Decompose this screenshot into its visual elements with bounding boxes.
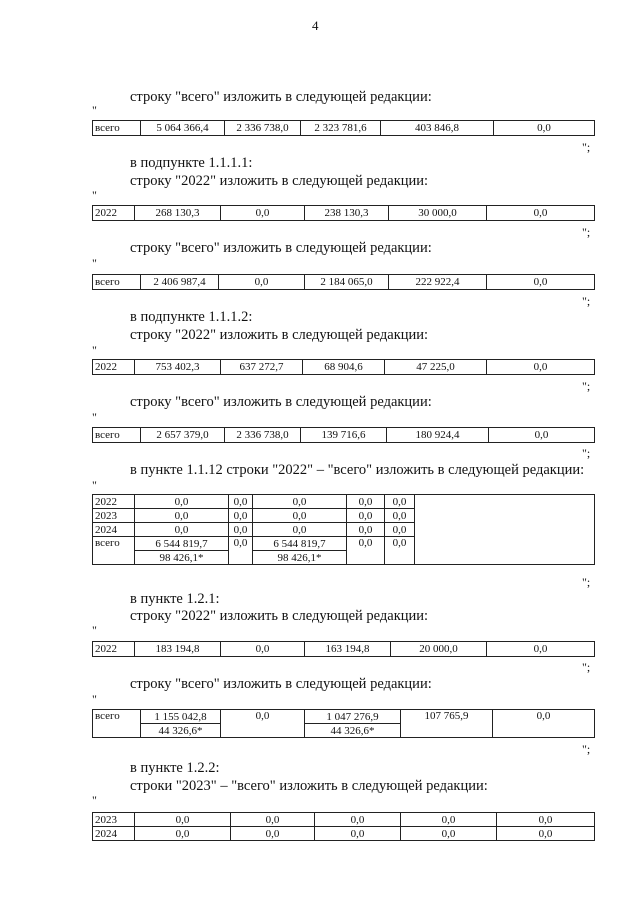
cell: 2 657 379,0 xyxy=(141,428,225,443)
cell: 163 194,8 xyxy=(305,642,391,657)
cell: 47 225,0 xyxy=(385,360,487,375)
cell: всего xyxy=(93,121,141,136)
open-quote: " xyxy=(92,343,97,357)
table-s5 xyxy=(92,427,595,443)
section-intro: в пункте 1.2.2: xyxy=(130,760,220,776)
table-row xyxy=(93,360,595,375)
table-row xyxy=(93,642,595,657)
cell: 2022 xyxy=(93,495,135,509)
cell: 0,0 xyxy=(229,495,253,509)
open-quote: " xyxy=(92,623,97,637)
cell: 0,0 xyxy=(494,121,595,136)
section-intro: строку "2022" изложить в следующей редакции: xyxy=(130,327,429,343)
cell: 0,0 xyxy=(487,360,595,375)
cell: 0,0 xyxy=(487,275,595,290)
cell xyxy=(415,495,595,565)
section-intro: в пункте 1.1.12 строки "2022" – "всего" изложить в следующей редакции: xyxy=(130,462,585,478)
close-quote: "; xyxy=(582,742,591,756)
cell: 0,0 xyxy=(487,642,595,657)
cell: 0,0 xyxy=(253,509,347,523)
cell: 0,0 xyxy=(135,827,231,841)
cell: 1 155 042,8 xyxy=(141,710,221,724)
table-s8 xyxy=(92,709,595,738)
table-row xyxy=(93,827,595,841)
table-s9 xyxy=(92,812,595,841)
cell: 0,0 xyxy=(385,495,415,509)
cell: всего xyxy=(93,710,141,738)
cell: 0,0 xyxy=(229,537,253,565)
cell: 2022 xyxy=(93,642,135,657)
open-quote: " xyxy=(92,793,97,807)
cell: 0,0 xyxy=(401,813,497,827)
cell: 0,0 xyxy=(135,495,229,509)
table-s4 xyxy=(92,359,595,375)
table-row xyxy=(93,275,595,290)
cell: 0,0 xyxy=(497,813,595,827)
open-quote: " xyxy=(92,410,97,424)
cell: 0,0 xyxy=(231,827,315,841)
cell: всего xyxy=(93,275,141,290)
open-quote: " xyxy=(92,692,97,706)
cell: 180 924,4 xyxy=(387,428,489,443)
cell: 98 426,1* xyxy=(253,551,347,565)
cell: 0,0 xyxy=(401,827,497,841)
cell: 0,0 xyxy=(347,509,385,523)
cell: 1 047 276,9 xyxy=(305,710,401,724)
cell: 0,0 xyxy=(489,428,595,443)
cell: 637 272,7 xyxy=(221,360,303,375)
cell: всего xyxy=(93,537,135,565)
cell: 0,0 xyxy=(385,537,415,565)
table-row xyxy=(93,710,595,724)
section-intro: строку "всего" изложить в следующей редакции: xyxy=(130,394,432,410)
cell: 20 000,0 xyxy=(391,642,487,657)
cell: 2 336 738,0 xyxy=(225,121,301,136)
cell: 0,0 xyxy=(493,710,595,738)
cell: 0,0 xyxy=(221,206,305,221)
cell: 0,0 xyxy=(347,523,385,537)
table-row xyxy=(93,428,595,443)
cell: 268 130,3 xyxy=(135,206,221,221)
cell: 0,0 xyxy=(347,537,385,565)
cell: 44 326,6* xyxy=(141,724,221,738)
close-quote: "; xyxy=(582,446,591,460)
cell: 2 406 987,4 xyxy=(141,275,219,290)
open-quote: " xyxy=(92,188,97,202)
cell: 0,0 xyxy=(315,827,401,841)
cell: 139 716,6 xyxy=(301,428,387,443)
cell: 0,0 xyxy=(135,813,231,827)
section-intro: строку "всего" изложить в следующей редакции: xyxy=(130,89,432,105)
cell: 2024 xyxy=(93,523,135,537)
cell: 0,0 xyxy=(229,509,253,523)
cell: 0,0 xyxy=(385,509,415,523)
cell: 0,0 xyxy=(135,509,229,523)
cell: 0,0 xyxy=(221,642,305,657)
cell: 2 323 781,6 xyxy=(301,121,381,136)
cell: всего xyxy=(93,428,141,443)
cell: 222 922,4 xyxy=(389,275,487,290)
cell: 0,0 xyxy=(135,523,229,537)
section-intro: строку "2022" изложить в следующей редакции: xyxy=(130,173,429,189)
cell: 0,0 xyxy=(253,495,347,509)
cell: 753 402,3 xyxy=(135,360,221,375)
section-intro: строку "всего" изложить в следующей редакции: xyxy=(130,240,432,256)
cell: 0,0 xyxy=(253,523,347,537)
table-row xyxy=(93,206,595,221)
cell: 2023 xyxy=(93,509,135,523)
cell: 0,0 xyxy=(231,813,315,827)
table-s1 xyxy=(92,120,595,136)
table-s7 xyxy=(92,641,595,657)
close-quote: "; xyxy=(582,660,591,674)
cell: 0,0 xyxy=(219,275,305,290)
cell: 0,0 xyxy=(221,710,305,738)
cell: 68 904,6 xyxy=(303,360,385,375)
cell: 2 184 065,0 xyxy=(305,275,389,290)
cell: 403 846,8 xyxy=(381,121,494,136)
cell: 98 426,1* xyxy=(135,551,229,565)
cell: 2023 xyxy=(93,813,135,827)
table-s3 xyxy=(92,274,595,290)
section-intro: в пункте 1.2.1: xyxy=(130,591,220,607)
open-quote: " xyxy=(92,478,97,492)
cell: 6 544 819,7 xyxy=(135,537,229,551)
table-row xyxy=(93,813,595,827)
section-intro: строку "всего" изложить в следующей редакции: xyxy=(130,676,432,692)
cell: 6 544 819,7 xyxy=(253,537,347,551)
cell: 238 130,3 xyxy=(305,206,389,221)
cell: 2024 xyxy=(93,827,135,841)
cell: 0,0 xyxy=(385,523,415,537)
cell: 0,0 xyxy=(347,495,385,509)
cell: 0,0 xyxy=(487,206,595,221)
table-row xyxy=(93,121,595,136)
open-quote: " xyxy=(92,256,97,270)
cell: 30 000,0 xyxy=(389,206,487,221)
close-quote: "; xyxy=(582,294,591,308)
close-quote: "; xyxy=(582,140,591,154)
cell: 0,0 xyxy=(229,523,253,537)
cell: 2 336 738,0 xyxy=(225,428,301,443)
cell: 2022 xyxy=(93,206,135,221)
page-number: 4 xyxy=(312,18,319,33)
close-quote: "; xyxy=(582,575,591,589)
cell: 183 194,8 xyxy=(135,642,221,657)
cell: 5 064 366,4 xyxy=(141,121,225,136)
cell: 0,0 xyxy=(497,827,595,841)
section-intro: строку "2022" изложить в следующей редакции: xyxy=(130,608,429,624)
close-quote: "; xyxy=(582,225,591,239)
section-intro: в подпункте 1.1.1.1: xyxy=(130,155,253,171)
table-s2 xyxy=(92,205,595,221)
table-s6 xyxy=(92,494,595,565)
cell: 44 326,6* xyxy=(305,724,401,738)
open-quote: " xyxy=(92,103,97,117)
cell: 2022 xyxy=(93,360,135,375)
section-intro: строки "2023" – "всего" изложить в следующей редакции: xyxy=(130,778,488,794)
table-row xyxy=(93,495,595,509)
cell: 0,0 xyxy=(315,813,401,827)
cell: 107 765,9 xyxy=(401,710,493,738)
close-quote: "; xyxy=(582,379,591,393)
section-intro: в подпункте 1.1.1.2: xyxy=(130,309,253,325)
